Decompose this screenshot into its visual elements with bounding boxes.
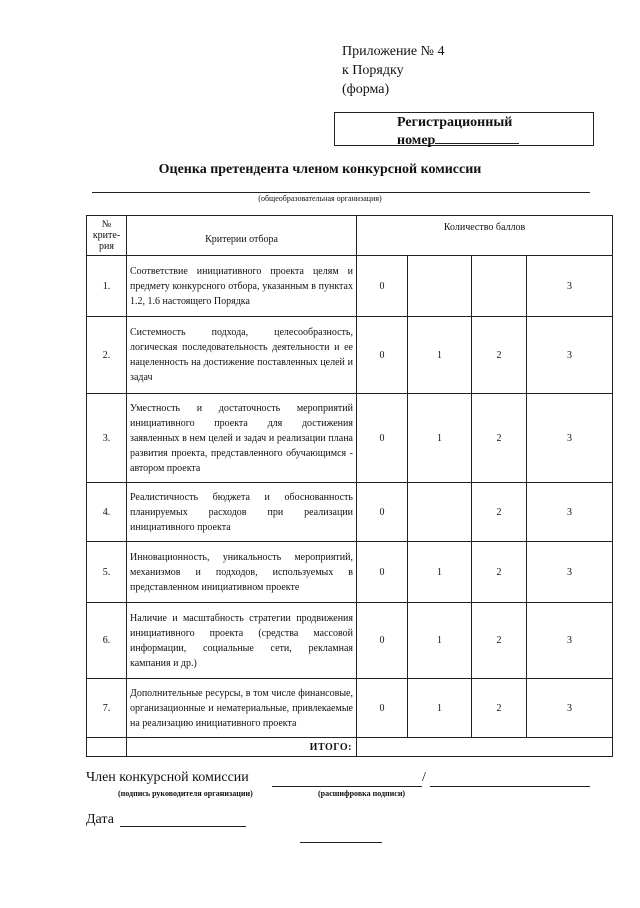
score-option[interactable]: 0 bbox=[357, 256, 408, 317]
score-option[interactable]: 2 bbox=[472, 679, 527, 738]
appendix-line-2: к Порядку bbox=[342, 63, 404, 78]
criteria-table bbox=[86, 215, 613, 757]
organization-caption: (общеобразовательная организация) bbox=[258, 194, 382, 203]
table-row bbox=[87, 256, 613, 317]
commission-member-label: Член конкурсной комиссии bbox=[86, 770, 249, 785]
criterion-number: 6. bbox=[87, 603, 127, 679]
score-option[interactable] bbox=[408, 256, 472, 317]
criterion-text: Уместность и достаточность мероприятий инициативного проекта для достижения заявленных в нем целей и задач и реализации плана развития проекта, представленного обучающимся - автором проекта bbox=[127, 394, 357, 483]
score-option[interactable]: 0 bbox=[357, 394, 408, 483]
score-option[interactable] bbox=[408, 483, 472, 542]
score-option[interactable]: 3 bbox=[527, 679, 613, 738]
signature-field[interactable] bbox=[272, 786, 422, 787]
score-option[interactable]: 1 bbox=[408, 603, 472, 679]
registration-number-label: номер bbox=[397, 133, 436, 148]
registration-number-box[interactable] bbox=[334, 112, 594, 146]
score-option[interactable]: 0 bbox=[357, 317, 408, 394]
criterion-text: Наличие и масштабность стратегии продвижения инициативного проекта (средства массовой информации, социальные сети, рекламная кампания и др.) bbox=[127, 603, 357, 679]
table-row bbox=[87, 603, 613, 679]
signature-decoding-field[interactable] bbox=[430, 786, 590, 787]
score-option[interactable]: 2 bbox=[472, 542, 527, 603]
score-option[interactable]: 0 bbox=[357, 603, 408, 679]
score-option[interactable]: 1 bbox=[408, 394, 472, 483]
header-criteria: Критерии отбора bbox=[127, 216, 357, 256]
score-option[interactable]: 2 bbox=[472, 483, 527, 542]
score-option[interactable]: 2 bbox=[472, 603, 527, 679]
criterion-number: 1. bbox=[87, 256, 127, 317]
total-row bbox=[87, 738, 613, 757]
total-empty-cell bbox=[87, 738, 127, 757]
score-option[interactable]: 3 bbox=[527, 317, 613, 394]
criterion-number: 3. bbox=[87, 394, 127, 483]
score-option[interactable]: 1 bbox=[408, 317, 472, 394]
page-title: Оценка претендента членом конкурсной комиссии bbox=[158, 162, 482, 177]
score-option[interactable]: 0 bbox=[357, 679, 408, 738]
score-option[interactable]: 3 bbox=[527, 542, 613, 603]
date-label: Дата bbox=[86, 812, 114, 827]
criterion-number: 2. bbox=[87, 317, 127, 394]
table-row bbox=[87, 542, 613, 603]
date-field[interactable] bbox=[120, 826, 246, 827]
score-option[interactable]: 3 bbox=[527, 394, 613, 483]
score-option[interactable]: 3 bbox=[527, 603, 613, 679]
score-option[interactable] bbox=[472, 256, 527, 317]
decoding-caption: (расшифровка подписи) bbox=[318, 789, 406, 798]
criterion-text: Системность подхода, целесообразность, логическая последовательность деятельности и ее нацеленность на достижение поставленных целей и задач bbox=[127, 317, 357, 394]
score-option[interactable]: 3 bbox=[527, 483, 613, 542]
signature-caption: (подпись руководителя организации) bbox=[118, 789, 253, 798]
total-value-field[interactable] bbox=[357, 738, 613, 757]
criterion-text: Дополнительные ресурсы, в том числе финансовые, организационные и нематериальные, привлекаемые на реализацию инициативного проекта bbox=[127, 679, 357, 738]
criterion-text: Реалистичность бюджета и обоснованность планируемых расходов при реализации инициативного проекта bbox=[127, 483, 357, 542]
table-row bbox=[87, 317, 613, 394]
appendix-line-3: (форма) bbox=[342, 82, 390, 97]
organization-field-line[interactable] bbox=[92, 192, 590, 193]
table-header-row bbox=[87, 216, 613, 256]
score-option[interactable]: 1 bbox=[408, 679, 472, 738]
criterion-number: 4. bbox=[87, 483, 127, 542]
score-option[interactable]: 2 bbox=[472, 317, 527, 394]
bottom-divider bbox=[300, 842, 382, 843]
appendix-header bbox=[342, 42, 445, 99]
score-option[interactable]: 0 bbox=[357, 483, 408, 542]
appendix-line-1: Приложение № 4 bbox=[342, 44, 445, 59]
score-option[interactable]: 2 bbox=[472, 394, 527, 483]
score-option[interactable]: 3 bbox=[527, 256, 613, 317]
table-row bbox=[87, 679, 613, 738]
criterion-text: Инновационность, уникальность мероприятий, механизмов и подходов, используемых в представленном инициативном проекте bbox=[127, 542, 357, 603]
criterion-number: 7. bbox=[87, 679, 127, 738]
header-score: Количество баллов bbox=[357, 216, 613, 256]
table-row bbox=[87, 483, 613, 542]
signature-separator: / bbox=[422, 770, 426, 785]
score-option[interactable]: 1 bbox=[408, 542, 472, 603]
table-row bbox=[87, 394, 613, 483]
criterion-number: 5. bbox=[87, 542, 127, 603]
criterion-text: Соответствие инициативного проекта целям и предмету конкурсного отбора, указанным в пунктах 1.2, 1.6 настоящего Порядка bbox=[127, 256, 357, 317]
registration-label: Регистрационный bbox=[397, 115, 513, 130]
header-criterion-number: № крите-рия bbox=[87, 216, 127, 256]
score-option[interactable]: 0 bbox=[357, 542, 408, 603]
total-label: ИТОГО: bbox=[127, 738, 357, 757]
registration-number-field[interactable] bbox=[435, 131, 519, 144]
